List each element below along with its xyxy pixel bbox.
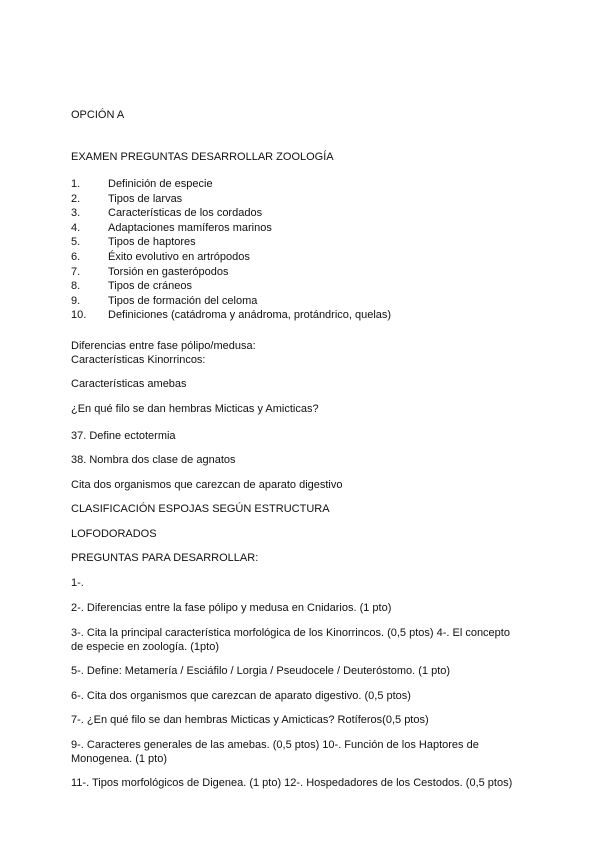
list-number: 7. — [71, 265, 81, 278]
question-7: 7-. ¿En qué filo se dan hembras Micticas y Amicticas? Rotíferos(0,5 ptos) — [71, 714, 429, 726]
polyp-medusa-line: Diferencias entre fase pólipo/medusa: — [71, 340, 256, 352]
list-number: 9. — [71, 294, 81, 307]
question-11-12: 11-. Tipos morfológicos de Digenea. (1 pto) 12-. Hospedadores de los Cestodos. (0,5 ptos) — [71, 777, 513, 789]
question-38: 38. Nombra dos clase de agnatos — [71, 454, 236, 466]
preguntas-heading: PREGUNTAS PARA DESARROLLAR: — [71, 552, 259, 564]
list-item: Tipos de larvas — [108, 192, 183, 205]
list-number: 8. — [71, 280, 81, 293]
list-item: Definición de especie — [108, 178, 213, 190]
list-item: Torsión en gasterópodos — [108, 265, 229, 278]
question-9-10: 9-. Caracteres generales de las amebas. (0,5 ptos) 10-. Función de los Haptores de Monogenea. (1 pto) — [71, 739, 479, 765]
exam-title: EXAMEN PREGUNTAS DESARROLLAR ZOOLOGÍA — [71, 151, 334, 163]
lofodorados-heading: LOFODORADOS — [71, 528, 157, 540]
list-item: Tipos de cráneos — [108, 280, 192, 293]
cita-line: Cita dos organismos que carezcan de aparato digestivo — [71, 479, 343, 491]
list-number: 3. — [71, 207, 81, 220]
option-title: OPCIÓN A — [71, 109, 125, 121]
question-3-4: 3-. Cita la principal característica morfológica de los Kinorrincos. (0,5 ptos) 4-. El concepto de especie en zoología. (1pto) — [71, 627, 510, 653]
list-item: Definiciones (catádroma y anádroma, protándrico, quelas) — [108, 309, 392, 322]
list-number: 5. — [71, 236, 81, 249]
list-item: Tipos de formación del celoma — [108, 294, 258, 307]
clasificacion-heading: CLASIFICACIÓN ESPOJAS SEGÚN ESTRUCTURA — [71, 503, 330, 515]
list-number: 2. — [71, 192, 81, 205]
amebas-line: Características amebas — [71, 378, 187, 390]
question-1: 1-. — [71, 577, 84, 589]
kinorrincos-line: Características Kinorrincos: — [71, 354, 206, 366]
list-number: 10. — [71, 309, 87, 322]
question-6: 6-. Cita dos organismos que carezcan de aparato digestivo. (0,5 ptos) — [71, 690, 411, 702]
list-item: Éxito evolutivo en artrópodos — [108, 251, 250, 263]
question-2: 2-. Diferencias entre la fase pólipo y medusa en Cnidarios. (1 pto) — [71, 602, 392, 614]
question-5: 5-. Define: Metamería / Esciáfilo / Lorgia / Pseudocele / Deuteróstomo. (1 pto) — [71, 665, 451, 677]
list-number: 1. — [71, 178, 81, 190]
list-number: 4. — [71, 221, 81, 234]
list-item: Adaptaciones mamíferos marinos — [108, 221, 272, 234]
list-number: 6. — [71, 251, 81, 263]
list-item: Características de los cordados — [108, 207, 263, 220]
list-item: Tipos de haptores — [108, 236, 196, 249]
filo-question: ¿En qué filo se dan hembras Micticas y Amicticas? — [71, 403, 319, 415]
question-37: 37. Define ectotermia — [71, 430, 176, 442]
